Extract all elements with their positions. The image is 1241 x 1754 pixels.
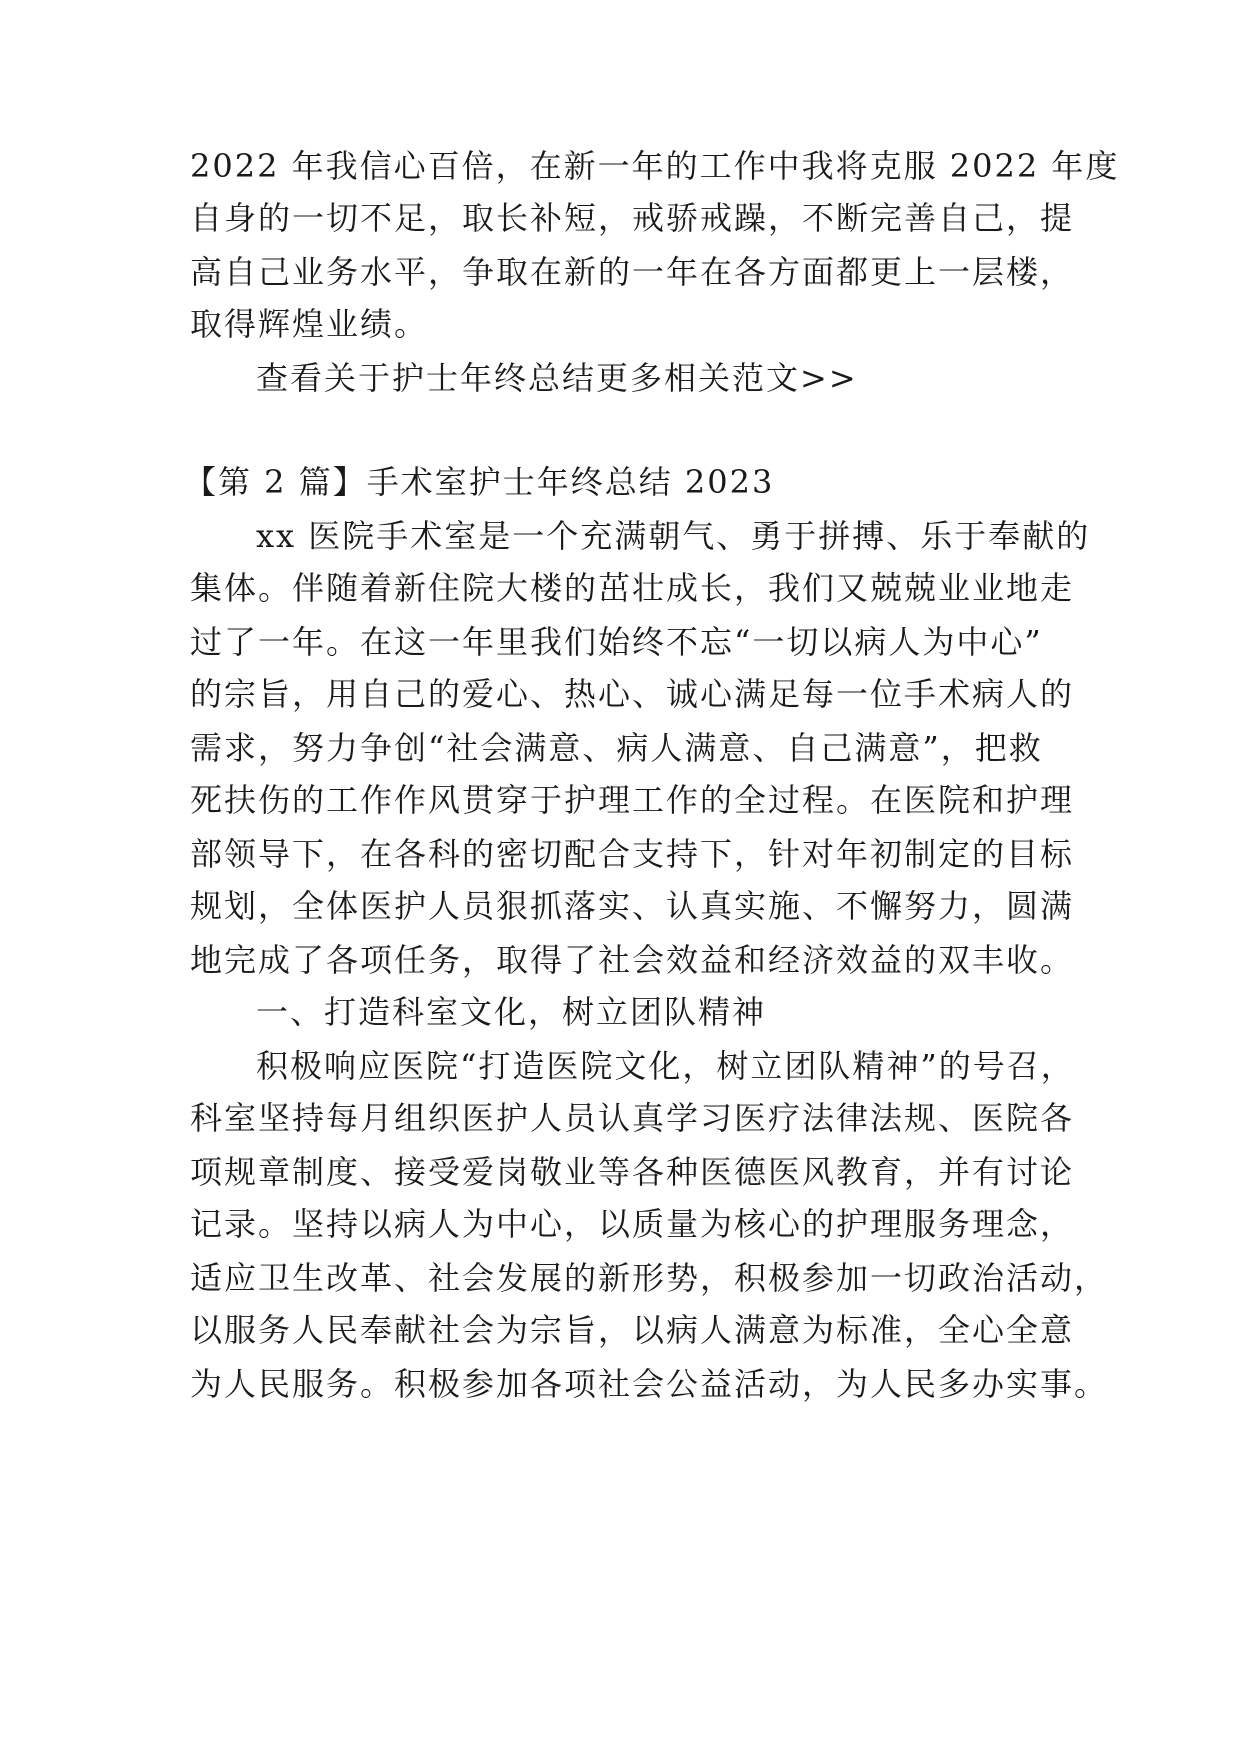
text-line: 死扶伤的工作作风贯穿于护理工作的全过程。在医院和护理 [190, 781, 1075, 819]
text-line: 项规章制度、接受爱岗敬业等各种医德医风教育，并有讨论 [190, 1153, 1075, 1191]
text-line: 规划，全体医护人员狠抓落实、认真实施、不懈努力，圆满 [190, 887, 1075, 925]
text-line: 积极响应医院“打造医院文化，树立团队精神”的号召， [256, 1047, 1075, 1085]
text-line: 以服务人民奉献社会为宗旨，以病人满意为标准，全心全意 [190, 1311, 1075, 1349]
text-line: 高自己业务水平，争取在新的一年在各方面都更上一层楼， [190, 253, 1075, 291]
text-line: 记录。坚持以病人为中心，以质量为核心的护理服务理念， [190, 1205, 1075, 1243]
text-line: 地完成了各项任务，取得了社会效益和经济效益的双丰收。 [190, 941, 1075, 979]
text-line: 需求，努力争创“社会满意、病人满意、自己满意”，把救 [190, 729, 1043, 767]
text-line: 取得辉煌业绩。 [190, 305, 429, 343]
text-line: 科室坚持每月组织医护人员认真学习医疗法律法规、医院各 [190, 1099, 1075, 1137]
text-line: 部领导下，在各科的密切配合支持下，针对年初制定的目标 [190, 835, 1075, 873]
more-articles-link[interactable]: 查看关于护士年终总结更多相关范文>> [256, 359, 858, 397]
text-line: 2022 年我信心百倍，在新一年的工作中我将克服 2022 年度 [190, 147, 1120, 185]
subheading: 一、打造科室文化，树立团队精神 [256, 993, 767, 1031]
section-heading: 【第 2 篇】手术室护士年终总结 2023 [184, 463, 775, 501]
text-line: xx 医院手术室是一个充满朝气、勇于拼搏、乐于奉献的 [256, 517, 1091, 555]
text-line: 自身的一切不足，取长补短，戒骄戒躁，不断完善自己，提 [190, 199, 1075, 237]
text-line: 的宗旨，用自己的爱心、热心、诚心满足每一位手术病人的 [190, 675, 1075, 713]
text-line: 集体。伴随着新住院大楼的茁壮成长，我们又兢兢业业地走 [190, 569, 1075, 607]
text-line: 为人民服务。积极参加各项社会公益活动，为人民多办实事。 [190, 1365, 1109, 1403]
text-line: 过了一年。在这一年里我们始终不忘“一切以病人为中心” [190, 623, 1043, 661]
text-line: 适应卫生改革、社会发展的新形势，积极参加一切政治活动， [190, 1259, 1109, 1297]
